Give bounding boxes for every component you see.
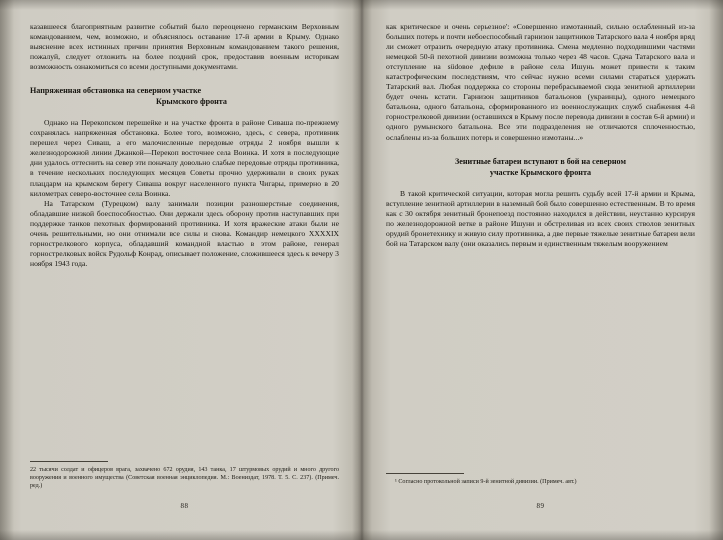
section-heading-left (30, 85, 339, 107)
paragraph-continuation: как критическое и очень серьезное': «Совершенно измотанный, сильно ослабленный из-за больших потерь и почти небоеспособный гарнизон защитников Татарского вала 4 ноября вряд ли сможет отразить очередную атаку противника. Смена медленно подходившими частями немецкой 50-й пехотной дивизии возможна только через 48 часов. Сдача Татарского вала и отступление на südовое дефиле в районе села Ишунь может привести к таким катастрофическим последствиям, что сейчас нужно всеми силами стараться удержать Татарский вал. Любая поддержка со стороны перебрасываемой сюда зенитной артиллерии будет очень кстати. Гарнизон защитников батальонов (украинцы), одного немецкого батальона, одного батальона, сформированного из военнослужащих служб снабжения 4-й горнострелковой дивизии (оставшихся в Крыму после перевода дивизии в состав 6-й армии) и одного румынского батальона. Все эти подразделения не отличаются сплоченностью, ослаблены из-за больших потерь и совершенно измотаны...» (386, 22, 695, 142)
footnotes-left (30, 461, 339, 490)
section-heading-left-line2: Крымского фронта (156, 97, 227, 107)
paragraph-continuation: казавшееся благоприятным развитие событий было переоценено германским Верховным командованием, чем, возможно, и объяснялось оставание 17-й армии в Крыму. Однако выяснение всех истинных причин принятия Верховным командованием такого решения, пожалуй, следует отложить на более поздний срок, предоставив военным историкам возможность ознакомиться со всеми доступными документами. (30, 22, 339, 72)
section-heading-right (386, 156, 695, 178)
page-right-column (386, 22, 695, 522)
paragraph: На Татарском (Турецком) валу занимали позиции разношерстные соединения, обладавшие низкой боеспособностью. Они держали здесь оборону против наступавших при поддержке танков пехотных формирований противника. И хотя вражеские атаки были не очень решительными, но они отнимали все силы и снова. Командир немецкого XXXXIX горнострелкового корпуса, обладавший командной властью в этом районе, генерал горнострелковых войск Рудольф Конрад, описывает положение, сложившееся здесь к вечеру 3 ноября 1943 года. (30, 198, 339, 268)
section-heading-left-line1: Напряженная обстановка на северном участке (30, 86, 202, 96)
paragraph: В такой критической ситуации, которая могла решить судьбу всей 17-й армии и Крыма, вступление зенитной артиллерии в наземный бой было совершенно естественным. В то время как с 30 октября зенитный бронепоезд постоянно находился в действии, неустанно курсируя по железнодорожной ветке в районе Ишуни и обстреливая из всех своих стволов зенитных орудий бронетехнику и живую силу противника, а две первые тяжелые зенитные батареи вели бой на Татарском валу (они оказались первым и единственным тяжелым вооружением (386, 188, 695, 248)
paragraph: Однако на Перекопском перешейке и на участке фронта в районе Сиваша по-прежнему сохранялась напряженная обстановка. Более того, возможно, здесь, с севера, противник перешел через Сиваш, а его малочисленные передовые отряды 2 ноября вышли к железнодорожной линии Джанкой—Перекоп восточнее села Воинка. И хотя в последующие дни удалось оттеснить на север эти поначалу довольно слабые передовые отряды противника, в течение нескольких последующих месяцев Советы прочно удерживали в своих руках плацдарм на крымском берегу Сиваша вокруг населенного пункта Чигары, примерно в 20 километрах северо-восточнее села Воинка. (30, 118, 339, 198)
folio-right: 89 (536, 502, 545, 510)
footnote: 22 тысячи солдат и офицеров врага, захвачено 672 орудия, 143 танка, 17 штурмовых орудий и много другого вооружения и военного имущества (Советская военная энциклопедия. М.: Воениздат, 1978. Т. 5. С. 237). (Примеч. ред.) (30, 466, 339, 489)
page-right (362, 0, 723, 540)
section-heading-right-line1: Зенитные батареи вступают в бой на северном (455, 156, 626, 166)
footnotes-right (386, 473, 695, 486)
footnote-separator (30, 461, 108, 462)
footnote: ¹ Согласно протокольной записи 9-й зенитной дивизии. (Примеч. авт.) (395, 478, 577, 485)
page-left (0, 0, 361, 540)
footnote-separator (386, 473, 464, 474)
section-heading-right-line2: участке Крымского фронта (489, 167, 592, 177)
folio-left: 88 (180, 502, 189, 510)
page-left-column (30, 22, 339, 522)
